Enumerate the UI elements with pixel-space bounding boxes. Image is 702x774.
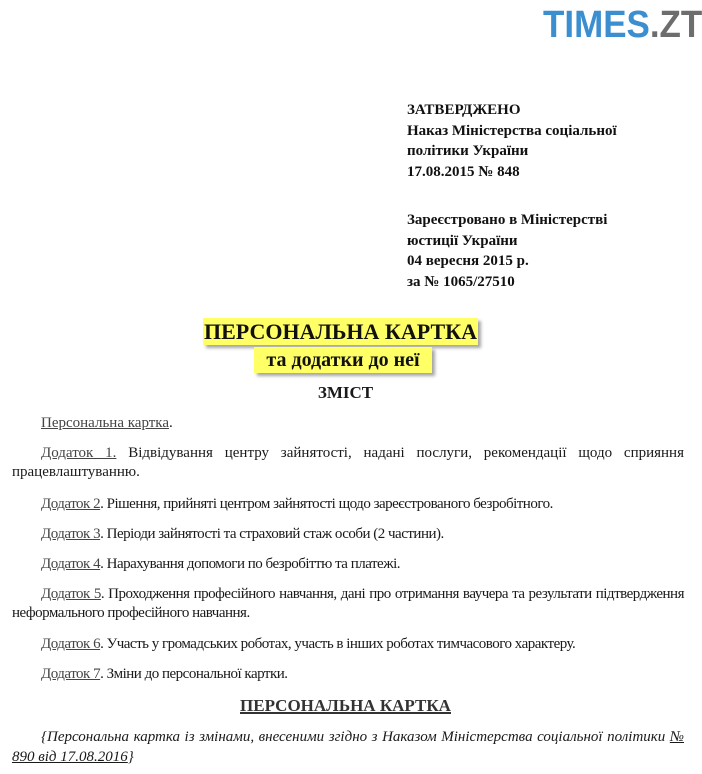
note-text: {Персональна картка із змінами, внесеними згідно з Наказом Міністерства соціальної політики	[41, 729, 670, 745]
toc-link-appendix-2[interactable]: Додаток 2	[41, 496, 101, 512]
contents-heading: ЗМІСТ	[317, 383, 374, 402]
approval-line: ЗАТВЕРДЖЕНО	[407, 102, 521, 118]
toc-item-text: . Нарахування допомоги по безробіттю та платежі.	[100, 556, 400, 572]
toc-item	[0, 665, 684, 684]
toc-link-appendix-3[interactable]: Додаток 3	[41, 526, 101, 542]
section-heading	[0, 695, 691, 717]
toc-item	[0, 444, 684, 482]
note-text-end: }	[127, 748, 134, 765]
logo-zt: .ZT	[649, 4, 702, 46]
approval-line: політики України	[407, 143, 529, 159]
toc-item	[0, 635, 684, 654]
toc-item-text: Відвідування центру зайнятості, надані послуги, рекомендації щодо сприяння працевлаштуванню.	[12, 445, 684, 480]
toc-item-text: . Рішення, прийняті центром зайнятості щодо зареєстрованого безробітного.	[100, 496, 553, 512]
toc-link-appendix-5[interactable]: Додаток 5	[41, 586, 101, 602]
toc-item-text: . Проходження професійного навчання, дані про отримання ваучера та результати підтвердження неформального професійного навчання.	[12, 586, 684, 621]
toc-item	[0, 495, 684, 514]
toc-link-personal-card[interactable]: Персональна картка	[41, 415, 170, 431]
registration-stamp	[407, 210, 607, 292]
site-logo[interactable]	[543, 4, 702, 46]
amendment-note	[0, 728, 684, 767]
approval-stamp	[407, 100, 617, 182]
toc-link-appendix-1[interactable]: Додаток 1.	[41, 445, 117, 461]
registration-line: юстиції України	[407, 232, 518, 249]
toc-item	[0, 555, 684, 574]
registration-line: Зареєстровано в Міністерстві	[407, 212, 608, 228]
document-title: ПЕРСОНАЛЬНА КАРТКА	[204, 319, 477, 344]
toc-link-appendix-4[interactable]: Додаток 4	[41, 556, 101, 572]
approval-line: 17.08.2015 № 848	[407, 163, 520, 180]
toc-item-text: . Зміни до персональної картки.	[100, 666, 288, 682]
toc-item-text: . Періоди зайнятості та страховий стаж особи (2 частини).	[100, 526, 444, 542]
section-heading-text: ПЕРСОНАЛЬНА КАРТКА	[240, 696, 451, 715]
toc-item-text: .	[169, 415, 173, 431]
toc-link-appendix-6[interactable]: Додаток 6	[41, 636, 101, 652]
order-link[interactable]: № 890 від 17.08.2016	[12, 729, 684, 765]
toc-item	[0, 414, 684, 433]
approval-line: Наказ Міністерства соціальної	[407, 122, 617, 139]
registration-line: за № 1065/27510	[407, 273, 515, 290]
toc-item-text: . Участь у громадських роботах, участь в інших роботах тимчасового характеру.	[100, 636, 576, 652]
toc-item	[0, 585, 684, 623]
logo-times: TIMES	[543, 4, 650, 46]
registration-line: 04 вересня 2015 р.	[407, 253, 529, 269]
toc-item	[0, 525, 684, 544]
toc-link-appendix-7[interactable]: Додаток 7	[41, 666, 101, 682]
document-subtitle: та додатки до неї	[254, 347, 432, 373]
